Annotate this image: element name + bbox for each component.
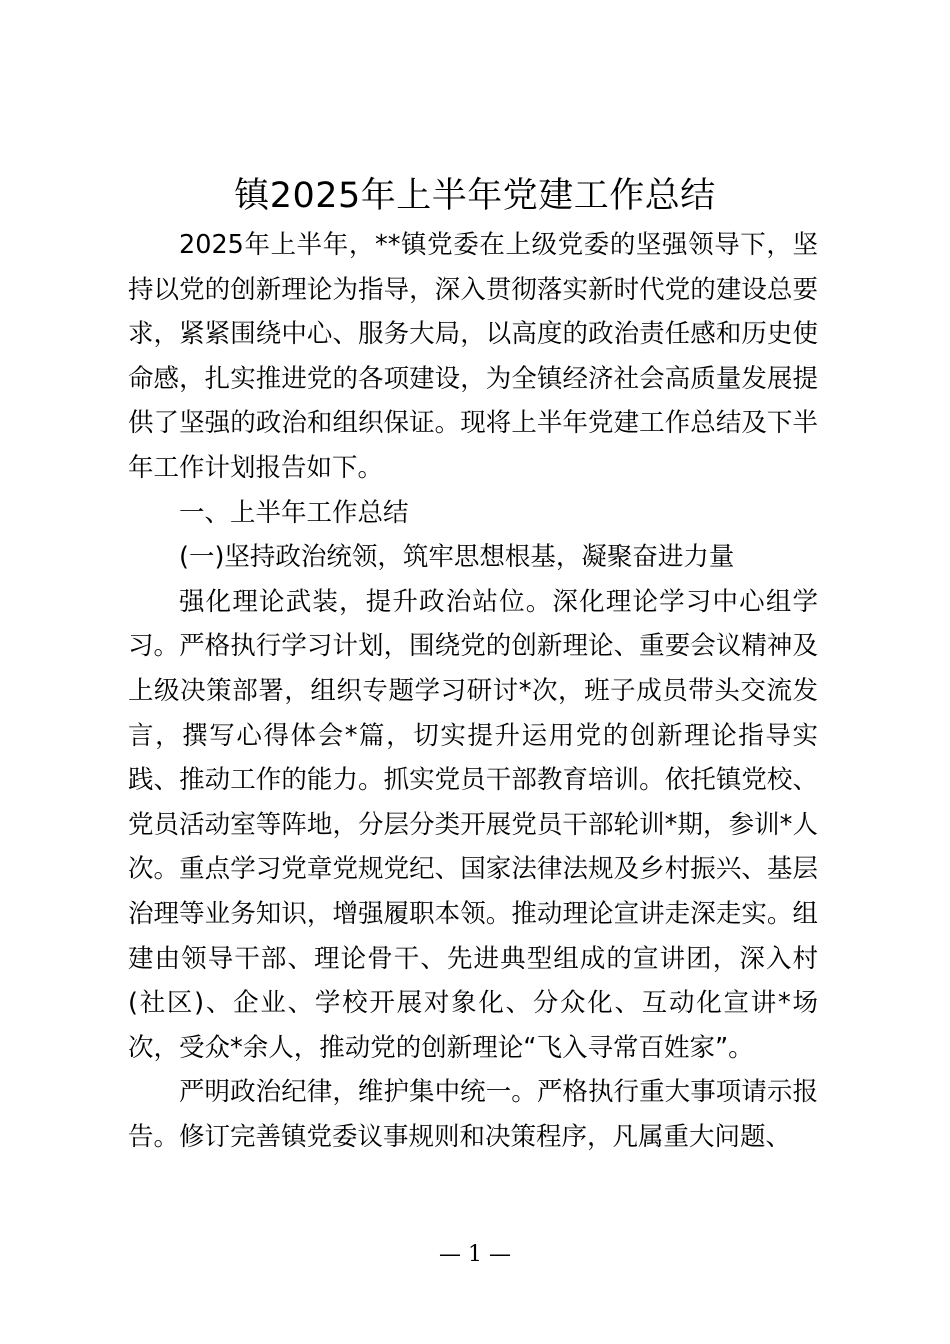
document-body: [128, 223, 818, 1159]
page-number: — 1 —: [439, 1242, 511, 1267]
body-paragraph: 严明政治纪律，维护集中统一。严格执行重大事项请示报告。修订完善镇党委议事规则和决策程序，凡属重大问题、: [128, 1077, 818, 1152]
section-heading: 一、上半年工作总结: [179, 497, 409, 528]
body-paragraph: 强化理论武装，提升政治站位。深化理论学习中心组学习。严格执行学习计划，围绕党的创新理论、重要会议精神及上级决策部署，组织专题学习研讨*次，班子成员带头交流发言，撰写心得体会*篇，切实提升运用党的创新理论指导实践、推动工作的能力。抓实党员干部教育培训。依托镇党校、党员活动室等阵地，分层分类开展党员干部轮训*期，参训*人次。重点学习党章党规党纪、国家法律法规及乡村振兴、基层治理等业务知识，增强履职本领。推动理论宣讲走深走实。组建由领导干部、理论骨干、先进典型组成的宣讲团，深入村(社区)、企业、学校开展对象化、分众化、互动化宣讲*场次，受众*余人，推动党的创新理论“飞入寻常百姓家”。: [128, 586, 818, 1063]
subsection-heading: (一)坚持政治统领，筑牢思想根基，凝聚奋进力量: [179, 542, 735, 573]
intro-paragraph: 2025年上半年，**镇党委在上级党委的坚强领导下，坚持以党的创新理论为指导，深入贯彻落实新时代党的建设总要求，紧紧围绕中心、服务大局，以高度的政治责任感和历史使命感，扎实推进党的各项建设，为全镇经济社会高质量发展提供了坚强的政治和组织保证。现将上半年党建工作总结及下半年工作计划报告如下。: [128, 230, 818, 483]
document-title: 镇2025年上半年党建工作总结: [234, 176, 716, 216]
